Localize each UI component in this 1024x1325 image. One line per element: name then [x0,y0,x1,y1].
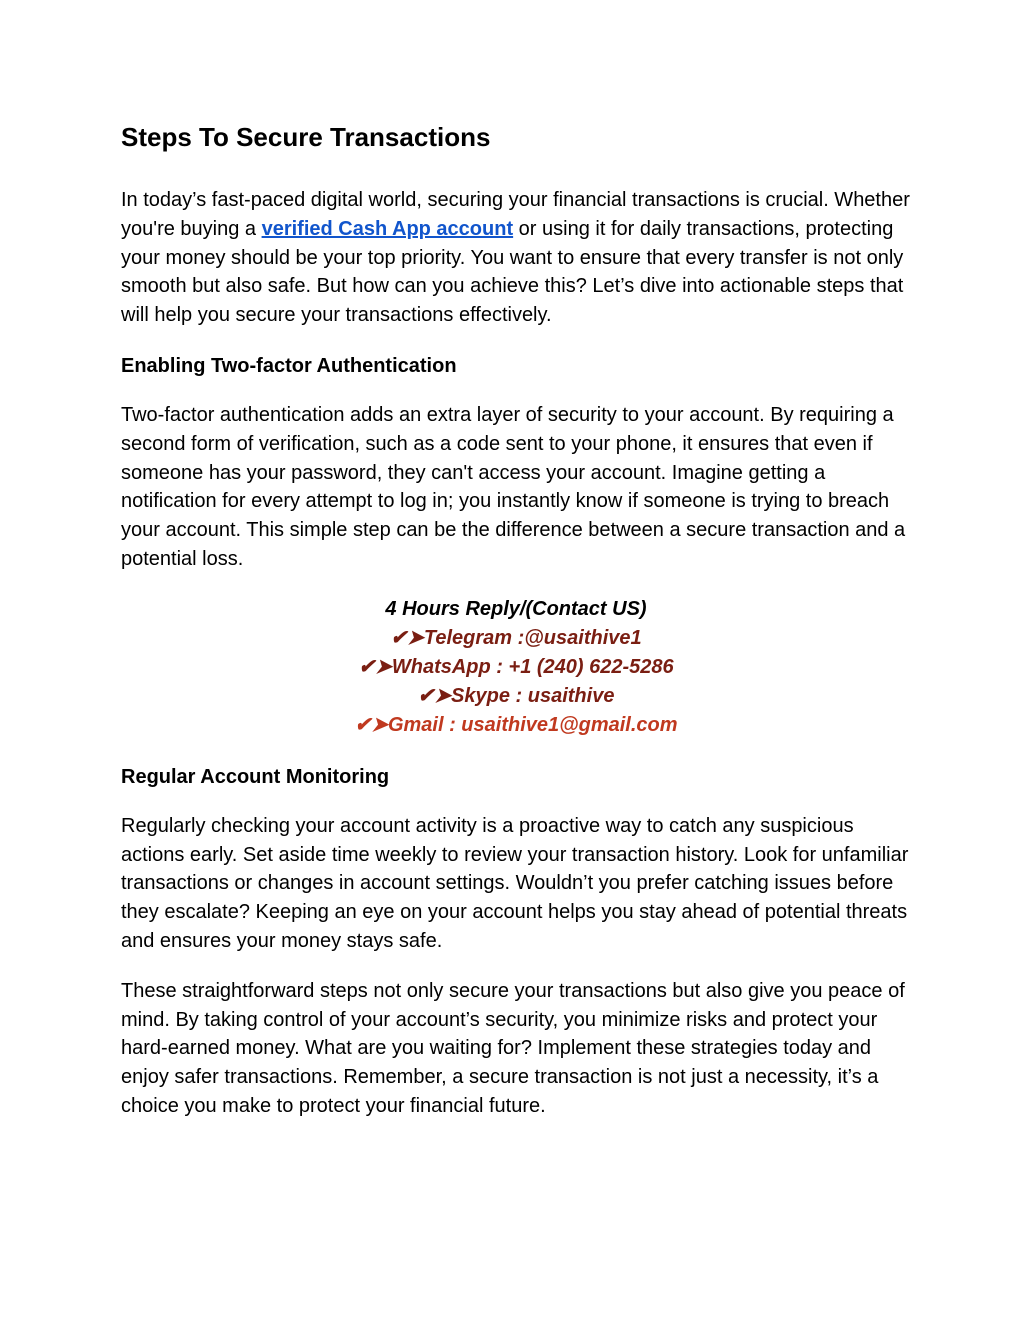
contact-title: 4 Hours Reply/(Contact US) [385,597,647,620]
section-heading-two-factor: Enabling Two-factor Authentication [121,354,457,377]
section-body-two-factor: Two-factor authentication adds an extra layer of security to your account. By requiring a second form of verification, such as a code sent to your phone, it ensures that even if someone has your password, they can't access your account. Imagine getting a notification for every attempt to log in; you instantly know if someone is trying to breach your account. This simple step can be the difference between a secure transaction and a potential loss. [121,403,906,570]
contact-skype: ✔➤Skype : usaithive [417,684,615,707]
intro-paragraph [121,186,911,330]
contact-gmail: ✔➤Gmail : usaithive1@gmail.com [354,713,678,736]
intro-text-after-link: or using it for daily transactions, protecting your money should be your top priority. You want to ensure that every transfer is not only smooth but also safe. But how can you achieve this? Let’s dive into actionable steps that will help you secure your transactions effectively. [121,217,904,327]
contact-block [121,595,911,740]
verified-cash-app-account-link[interactable]: verified Cash App account [261,217,514,240]
contact-telegram: ✔➤Telegram :@usaithive1 [390,626,642,649]
closing-paragraph: These straightforward steps not only secure your transactions but also give you peace of mind. By taking control of your account’s security, you minimize risks and protect your hard-earned money. What are you waiting for? Implement these strategies today and enjoy safer transactions. Remember, a secure transaction is not just a necessity, it’s a choice you make to protect your financial future. [121,979,905,1117]
contact-whatsapp: ✔➤WhatsApp : +1 (240) 622-5286 [358,655,674,678]
intro-text-before-link: In today’s fast-paced digital world, securing your financial transactions is crucial. Whether you're buying a [121,189,910,240]
document-page [121,118,911,1142]
section-heading-monitoring: Regular Account Monitoring [121,765,390,788]
section-body-monitoring: Regularly checking your account activity is a proactive way to catch any suspicious actions early. Set aside time weekly to review your transaction history. Look for unfamiliar transactions or changes in account settings. Wouldn’t you prefer catching issues before they escalate? Keeping an eye on your account helps you stay ahead of potential threats and ensures your money stays safe. [121,814,909,952]
page-title: Steps To Secure Transactions [121,122,491,152]
